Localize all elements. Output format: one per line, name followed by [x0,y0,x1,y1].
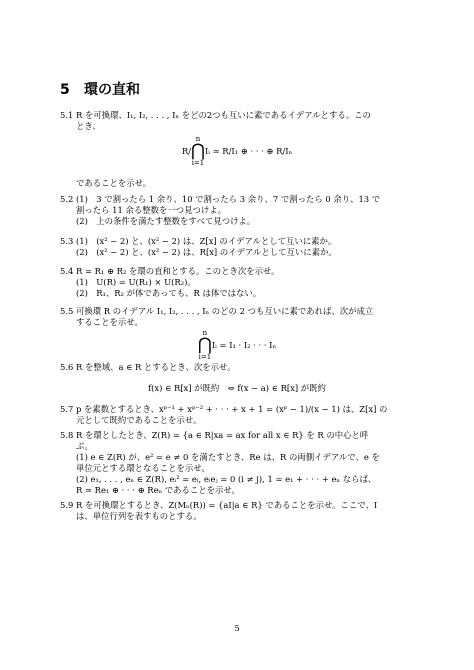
problem-text: 単位元とする環となることを示せ。 [76,462,210,473]
equation-5-5 [0,330,474,361]
problem-5-9 [60,500,412,522]
problem-5-2 [60,194,412,227]
problem-text: 元として既約であることを示せ。 [76,414,202,425]
operator-upper: n [202,329,208,337]
problem-text: (2) (x² − 2) と、(x² − 2) は、R[x] のイデアルとして互いに素か。 [76,246,337,257]
operator-lower: i=1 [191,159,205,167]
problem-text: R ≃ Re₁ ⊕ · · · ⊕ Reₙ であることを示せ。 [76,484,240,495]
problem-text: 5.5 可換環 R のイデアル I₁, I₂, . . . , Iₙ のどの 2 つも互いに素であれば、次が成立 [60,306,374,316]
problem-text: ぶ。 [76,440,93,451]
problem-5-3 [60,236,412,258]
section-number: 5 [60,82,70,98]
equation-5-1 [0,136,474,167]
equation-text: R/ [181,146,191,156]
problem-text: (2) R₁、R₂ が体であっても、R は体ではない。 [76,287,262,298]
problem-5-1 [60,110,412,132]
intersection-operator [198,330,212,361]
equation-text: Iᵢ = I₁ · I₂ · · · Iₙ [211,340,277,350]
problem-text: 割ったら 11 余る整数を一つ見つけよ。 [76,204,226,215]
problem-text: 5.8 R を環としたとき、Z(R) = {a ∈ R|xa = ax for all x ∈ R} を R の中心と呼 [60,430,369,440]
intersection-operator [191,136,205,167]
problem-text: 5.7 p を素数とするとき、xᵖ⁻¹ + xᵖ⁻² + · · · + x + 1 = (xᵖ − 1)/(x − 1) は、Z[x] の [60,404,388,414]
problem-5-5 [60,306,412,328]
problem-text: (1) U(R) = U(R₁) × U(R₂)。 [76,276,196,287]
problem-text: (2) 上の条件を満たす整数をすべて見つけよ。 [76,215,256,226]
problem-5-4 [60,266,412,299]
problem-text: 5.1 R を可換環、I₁, I₂, . . . , Iₙ をどの2つも互いに素であるイデアルとする。この [60,110,371,120]
section-heading [60,81,140,99]
problem-text: は、単位行列を表すものとする。 [76,510,202,521]
operator-lower: i=1 [198,353,212,361]
problem-text: であることを示せ。 [76,178,152,188]
problem-text: とき、 [76,120,101,131]
problem-text: (1) e ∈ Z(R) が、e² = e ≠ 0 を満たすとき、Re は、R の両側イデアルで、e を [76,451,380,462]
problem-5-8 [60,430,412,496]
problem-5-6 [60,362,412,373]
equation-text: Iᵢ ≃ R/I₁ ⊕ · · · ⊕ R/Iₙ [204,146,293,156]
equation-5-6: f(x) ∈ R[x] が既約 ⇔ f(x − a) ∈ R[x] が既約 [148,383,326,393]
operator-symbol: ⋂ [197,335,212,355]
problem-text: 5.3 (1) (x² − 2) と、(x² − 2) は、Z[x] のイデアルとして互いに素か。 [60,236,337,246]
operator-upper: n [195,135,201,143]
problem-text: 5.9 R を可換環とするとき、Z(Mₙ(R)) = {aI|a ∈ R} であることを示せ。ここで、I [60,500,378,510]
problem-text: 5.4 R = R₁ ⊕ R₂ を環の直和とする。このとき次を示せ。 [60,266,280,276]
operator-symbol: ⋂ [191,141,205,161]
problem-text: 5.2 (1) 3 で割ったら 1 余り、10 で割ったら 3 余り、7 で割ったら 0 余り、13 で [60,194,381,204]
problem-text: 5.6 R を整域、a ∈ R とするとき、次を示せ。 [60,362,236,372]
page-number: 5 [234,623,240,633]
problem-text: (2) e₁, . . . , eₙ ∈ Z(R), eᵢ² = eᵢ, eᵢeⱼ = 0 (i ≠ j), 1 = e₁ + · · · + eₙ ならば、 [76,473,377,484]
section-title: 環の直和 [84,82,140,98]
problem-text: することを示せ。 [76,316,143,327]
problem-5-7 [60,404,412,426]
